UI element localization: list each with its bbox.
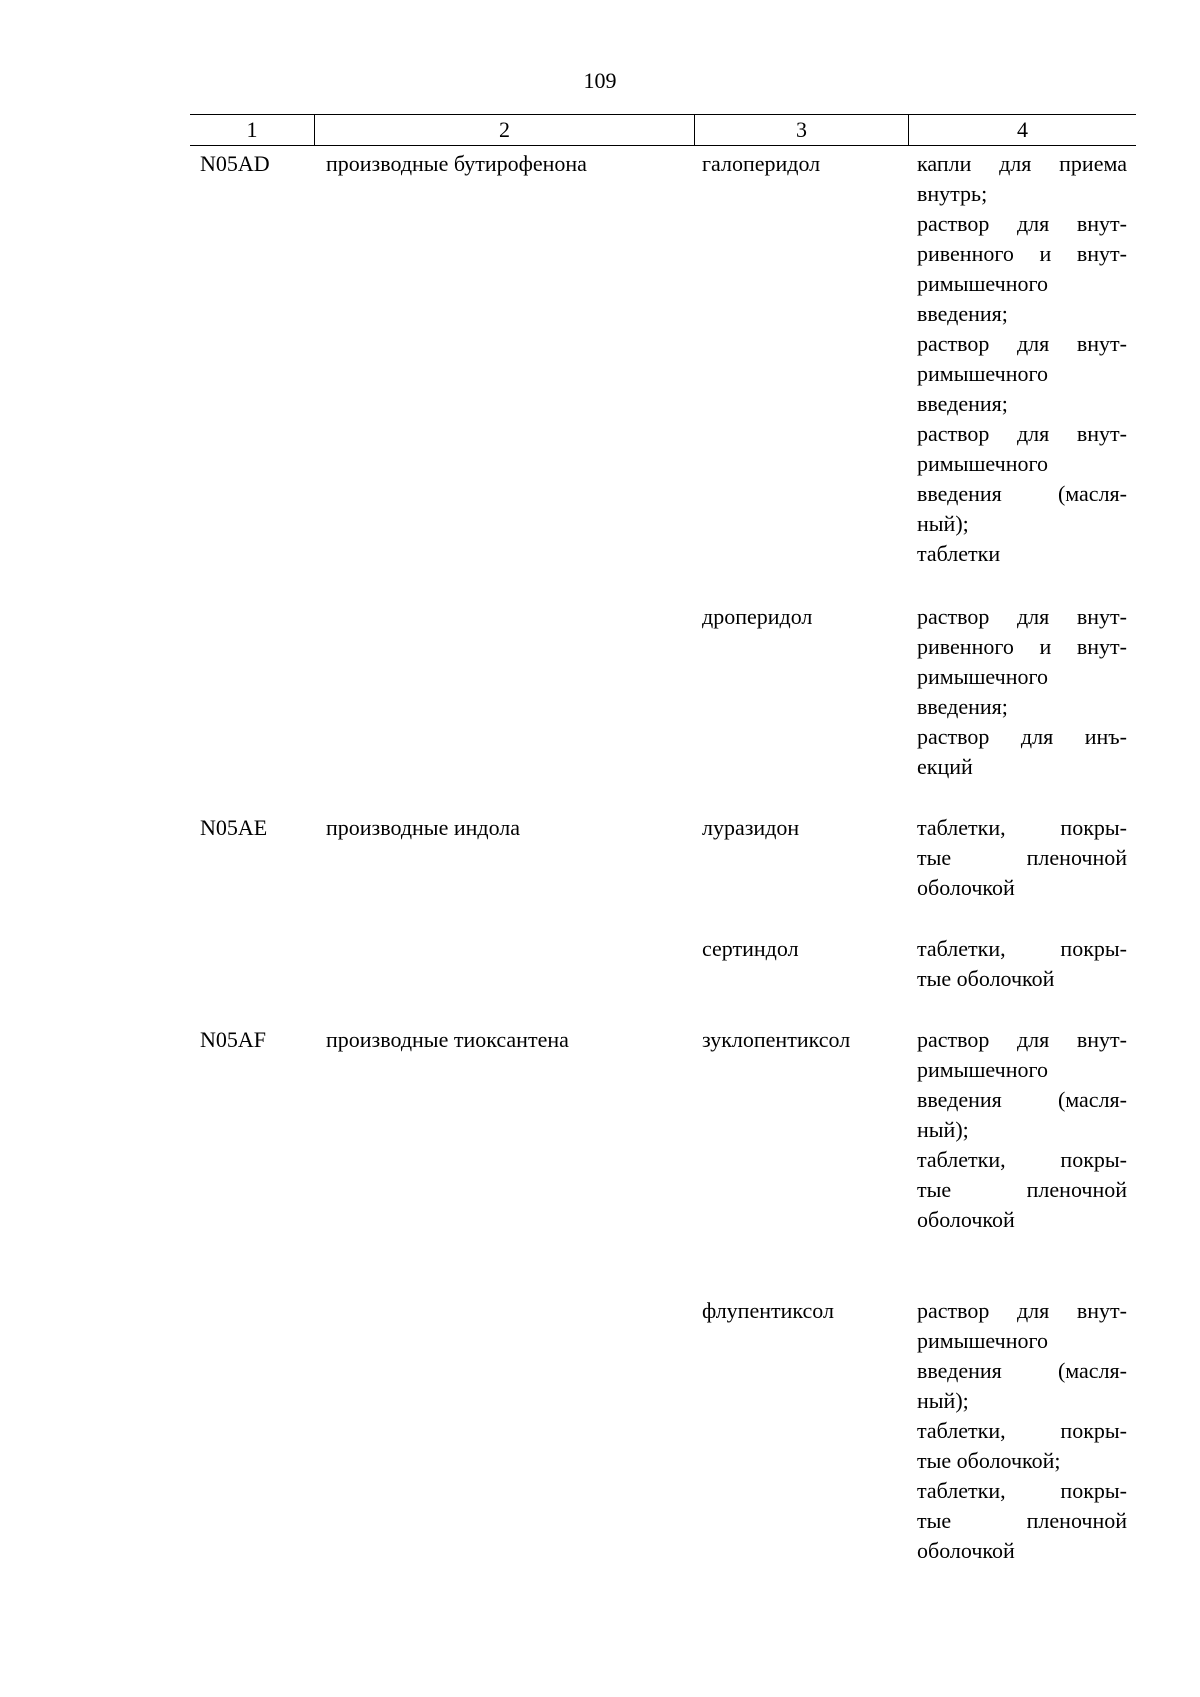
dosage-form-line: тые пленочной bbox=[917, 1177, 1127, 1202]
dosage-forms bbox=[917, 149, 1127, 569]
dosage-forms bbox=[917, 602, 1127, 782]
dosage-form-line: тые пленочной bbox=[917, 1508, 1127, 1533]
group-name: производные индола bbox=[326, 815, 521, 840]
dosage-form-line: внутрь; bbox=[917, 181, 988, 206]
dosage-form-line: раствор для внут- bbox=[917, 1298, 1127, 1323]
dosage-form-line: раствор для внут- bbox=[917, 211, 1127, 236]
dosage-form-line: введения (масля- bbox=[917, 481, 1127, 506]
dosage-form-line: таблетки, покры- bbox=[917, 936, 1127, 961]
dosage-forms bbox=[917, 934, 1127, 994]
dosage-form-line: раствор для инъ- bbox=[917, 724, 1127, 749]
dosage-form-line: введения (масля- bbox=[917, 1087, 1127, 1112]
dosage-form-line: ный); bbox=[917, 511, 969, 536]
drug-name: дроперидол bbox=[702, 604, 813, 629]
dosage-form-line: римышечного bbox=[917, 664, 1048, 689]
dosage-form-line: римышечного bbox=[917, 1057, 1048, 1082]
drug-name: луразидон bbox=[702, 815, 800, 840]
dosage-form-line: введения; bbox=[917, 694, 1008, 719]
dosage-forms bbox=[917, 1296, 1127, 1566]
dosage-forms bbox=[917, 813, 1127, 903]
header-col-4: 4 bbox=[908, 115, 1136, 145]
header-col-3: 3 bbox=[694, 115, 908, 145]
atc-code: N05AD bbox=[200, 151, 270, 176]
dosage-form-line: тые оболочкой bbox=[917, 966, 1055, 991]
dosage-form-line: ривенного и внут- bbox=[917, 634, 1127, 659]
dosage-form-line: раствор для внут- bbox=[917, 421, 1127, 446]
dosage-form-line: римышечного bbox=[917, 271, 1048, 296]
drug-name: зуклопентиксол bbox=[702, 1027, 851, 1052]
dosage-form-line: оболочкой bbox=[917, 875, 1015, 900]
page-number: 109 bbox=[583, 68, 617, 93]
dosage-form-line: раствор для внут- bbox=[917, 331, 1127, 356]
group-name: производные тиоксантена bbox=[326, 1027, 569, 1052]
dosage-form-line: оболочкой bbox=[917, 1207, 1015, 1232]
dosage-form-line: раствор для внут- bbox=[917, 604, 1127, 629]
drug-name: сертиндол bbox=[702, 936, 799, 961]
dosage-form-line: римышечного bbox=[917, 451, 1048, 476]
dosage-form-line: римышечного bbox=[917, 361, 1048, 386]
dosage-form-line: капли для приема bbox=[917, 151, 1127, 176]
header-col-2: 2 bbox=[314, 115, 694, 145]
header-col-1: 1 bbox=[246, 117, 258, 142]
group-name: производные бутирофенона bbox=[326, 151, 587, 176]
dosage-form-line: таблетки, покры- bbox=[917, 1478, 1127, 1503]
dosage-form-line: введения; bbox=[917, 391, 1008, 416]
dosage-form-line: таблетки bbox=[917, 541, 1001, 566]
dosage-form-line: оболочкой bbox=[917, 1538, 1015, 1563]
dosage-form-line: ный); bbox=[917, 1117, 969, 1142]
dosage-form-line: таблетки, покры- bbox=[917, 815, 1127, 840]
dosage-forms bbox=[917, 1025, 1127, 1235]
dosage-form-line: тые оболочкой; bbox=[917, 1448, 1061, 1473]
dosage-form-line: тые пленочной bbox=[917, 845, 1127, 870]
dosage-form-line: раствор для внут- bbox=[917, 1027, 1127, 1052]
dosage-form-line: введения (масля- bbox=[917, 1358, 1127, 1383]
dosage-form-line: екций bbox=[917, 754, 973, 779]
dosage-form-line: введения; bbox=[917, 301, 1008, 326]
drug-name: галоперидол bbox=[702, 151, 821, 176]
drug-name: флупентиксол bbox=[702, 1298, 834, 1323]
dosage-form-line: таблетки, покры- bbox=[917, 1418, 1127, 1443]
dosage-form-line: римышечного bbox=[917, 1328, 1048, 1353]
dosage-form-line: ный); bbox=[917, 1388, 969, 1413]
table-header bbox=[190, 114, 1136, 146]
dosage-form-line: ривенного и внут- bbox=[917, 241, 1127, 266]
atc-code: N05AE bbox=[200, 815, 268, 840]
dosage-form-line: таблетки, покры- bbox=[917, 1147, 1127, 1172]
atc-code: N05AF bbox=[200, 1027, 267, 1052]
